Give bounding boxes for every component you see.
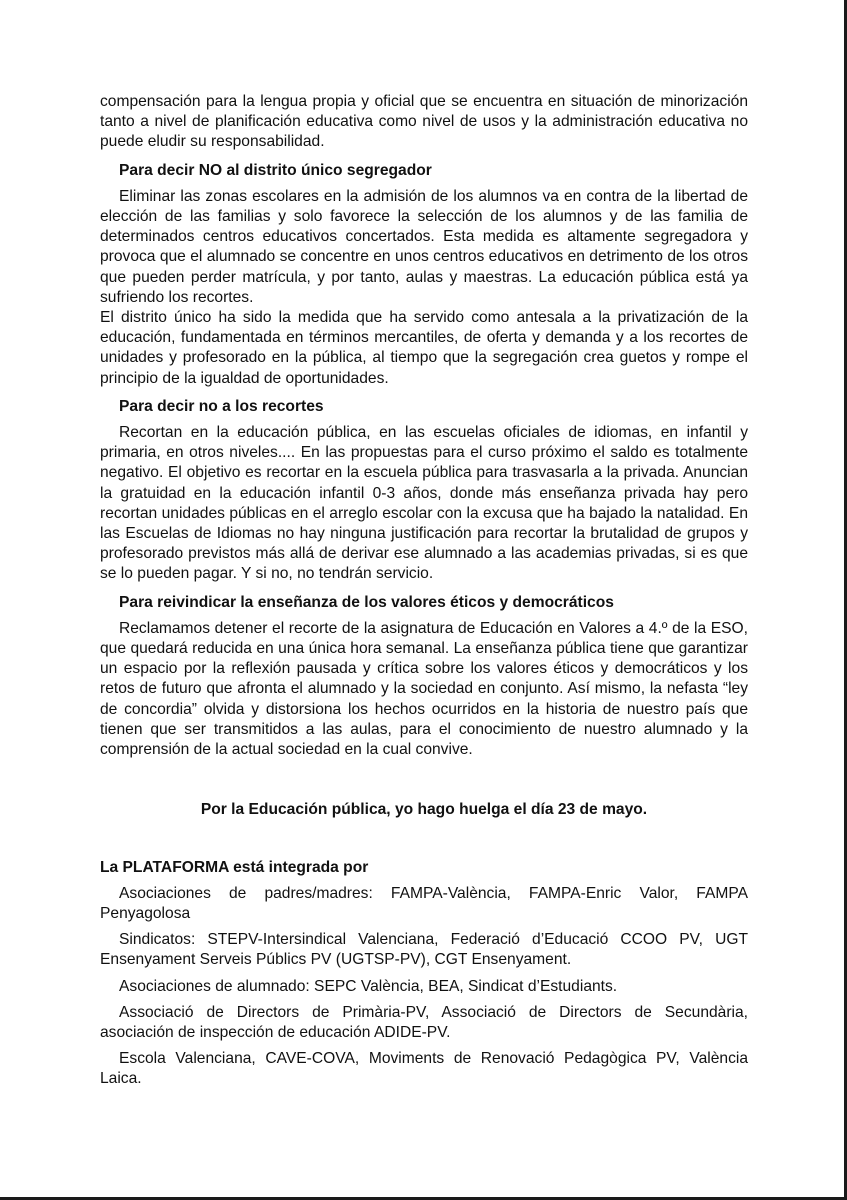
section-paragraph: Reclamamos detener el recorte de la asignatura de Educación en Valores a 4.º de la ESO, que quedará reducida en una única hora semanal. La enseñanza pública tiene que garantizar un espacio por la reflexión pausada y crítica sobre los valores éticos y democráticos y los retos de futuro que afronta el alumnado y la sociedad en conjunto. Así mismo, la nefasta “ley de concordia” olvida y distorsiona los hechos ocurridos en la historia de nuestro país que tienen que ser transmitidos a las aulas, para el conocimiento de nuestro alumnado y la comprensión de la actual sociedad en la cual convive. — [100, 619, 748, 759]
section-paragraph: Eliminar las zonas escolares en la admisión de los alumnos va en contra de la libertad de elección de las familias y solo favorece la selección de los alumnos y de las familia de determinados centros educativos concertados. Esta medida es altamente segregadora y provoca que el alumnado se concentre en unos centros educativos en detrimento de los otros que pueden perder matrícula, y por tanto, aulas y maestras. La educación pública está ya sufriendo los recortes. — [100, 187, 748, 306]
section-heading: Para decir no a los recortes — [119, 397, 324, 415]
strike-motto: Por la Educación pública, yo hago huelga el día 23 de mayo. — [200, 801, 648, 819]
platform-member: Associació de Directors de Primària-PV, Associació de Directors de Secundària, asociación de inspección de educación ADIDE-PV. — [100, 1003, 748, 1041]
platform-section — [100, 858, 748, 1090]
document-body — [100, 92, 748, 1096]
intro-paragraph: compensación para la lengua propia y oficial que se encuentra en situación de minorización tanto a nivel de planificación educativa como nivel de usos y la administración educativa no puede eludir su responsabilidad. — [100, 93, 748, 151]
platform-member: Asociaciones de padres/madres: FAMPA-València, FAMPA-Enric Valor, FAMPA Penyagolosa — [100, 884, 748, 922]
section-recortes — [100, 397, 748, 585]
platform-title: La PLATAFORMA está integrada por — [100, 858, 369, 876]
platform-member: Sindicatos: STEPV-Intersindical Valenciana, Federació d’Educació CCOO PV, UGT Ensenyament Serveis Públics PV (UGTSP-PV), CGT Ensenyament. — [100, 931, 748, 969]
section-heading: Para reivindicar la enseñanza de los valores éticos y democráticos — [119, 593, 614, 611]
section-paragraph: Recortan en la educación pública, en las escuelas oficiales de idiomas, en infantil y primaria, en otros niveles.... En las propuestas para el curso próximo el saldo es totalmente negativo. El objetivo es recortar en la escuela pública para trasvasarla a la privada. Anuncian la gratuidad en la educación infantil 0-3 años, donde más enseñanza privada hay pero recortan unidades públicas en el arreglo escolar con la excusa que ha bajado la natalidad. En las Escuelas de Idiomas no hay ninguna justificación para recortar la brutalidad de grupos y profesorado previstos más allá de derivar ese alumnado a las academias privadas, si es que se lo pueden pagar. Y si no, no tendrán servicio. — [100, 424, 748, 583]
section-valores — [100, 593, 748, 761]
platform-member: Escola Valenciana, CAVE-COVA, Moviments de Renovació Pedagògica PV, València Laica. — [100, 1050, 748, 1088]
platform-member: Asociaciones de alumnado: SEPC València, BEA, Sindicat d’Estudiants. — [119, 977, 618, 995]
section-distrito-unico — [100, 161, 748, 389]
section-heading: Para decir NO al distrito único segregador — [119, 161, 432, 179]
section-paragraph: El distrito único ha sido la medida que ha servido como antesala a la privatización de la educación, fundamentada en términos mercantiles, de oferta y demanda y a los recortes de unidades y profesorado en la pública, al tiempo que la segregación crea guetos y rompe el principio de la igualdad de oportunidades. — [100, 309, 748, 387]
